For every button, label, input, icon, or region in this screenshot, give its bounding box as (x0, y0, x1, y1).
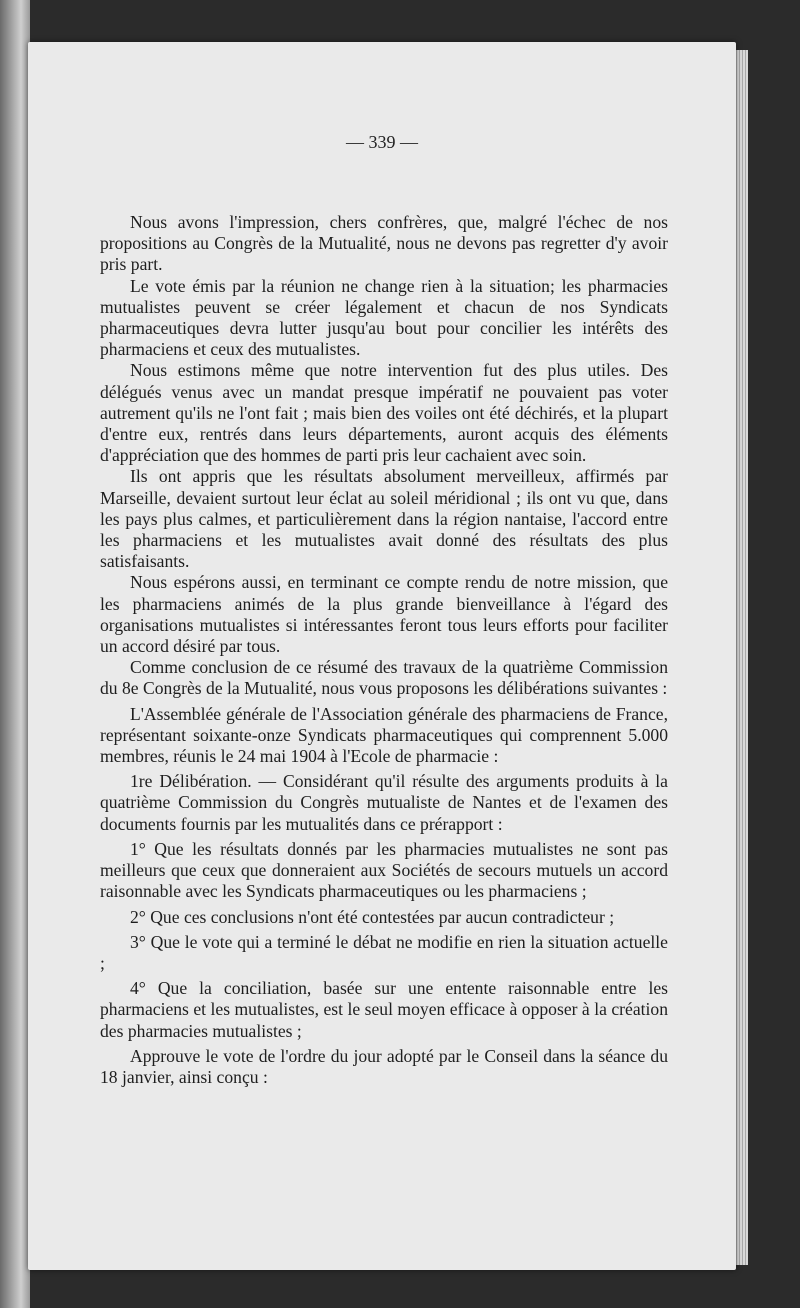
page-number: — 339 — (346, 132, 418, 152)
paragraph: 3° Que le vote qui a terminé le débat ne modifie en rien la situation actuelle ; (100, 931, 668, 973)
paragraph: Approuve le vote de l'ordre du jour adopté par le Conseil dans la séance du 18 janvier, ainsi conçu : (100, 1045, 668, 1087)
book-page (28, 42, 736, 1270)
paragraph: Comme conclusion de ce résumé des travaux de la quatrième Commission du 8e Congrès de la Mutualité, nous vous proposons les délibérations suivantes : (100, 657, 668, 699)
paragraph: Nous espérons aussi, en terminant ce compte rendu de notre mission, que les pharmaciens animés de la plus grande bienveillance à l'égard des organisations mutualistes si intéressantes feront tous leurs efforts pour faciliter un accord désiré par tous. (100, 572, 668, 657)
paragraph: Nous avons l'impression, chers confrères, que, malgré l'échec de nos propositions au Congrès de la Mutualité, nous ne devons pas regretter d'y avoir pris part. (100, 212, 668, 275)
paragraph: Le vote émis par la réunion ne change rien à la situation; les pharmacies mutualistes peuvent se créer légalement et chacun de nos Syndicats pharmaceutiques devra lutter jusqu'au bout pour concilier les intérêts des pharmaciens et ceux des mutualistes. (100, 275, 668, 360)
paragraph: Ils ont appris que les résultats absolument merveilleux, affirmés par Marseille, devaient surtout leur éclat au soleil méridional ; ils ont vu que, dans les pays plus calmes, et particulièrement dans la région nantaise, l'accord entre les pharmaciens et les mutualistes avait donné des résultats des plus satisfaisants. (100, 466, 668, 572)
paragraph: 1re Délibération. — Considérant qu'il résulte des arguments produits à la quatrième Commission du Congrès mutualiste de Nantes et de l'examen des documents fournis par les mutualités dans ce prérapport : (100, 771, 668, 834)
body-text (100, 212, 668, 1088)
paragraph: 1° Que les résultats donnés par les pharmacies mutualistes ne sont pas meilleurs que ceux que donneraient aux Sociétés de secours mutuels un accord raisonnable avec les Syndicats pharmaceutiques ou les pharmaciens ; (100, 838, 668, 902)
adjacent-page-edge (0, 0, 30, 1308)
paragraph: L'Assemblée générale de l'Association générale des pharmaciens de France, représentant soixante-onze Syndicats pharmaceutiques qui comprennent 5.000 membres, réunis le 24 mai 1904 à l'Ecole de pharmacie : (100, 703, 668, 767)
paragraph: Nous estimons même que notre intervention fut des plus utiles. Des délégués venus avec un mandat presque impératif ne pouvaient pas voter autrement qu'ils ne l'ont fait ; mais bien des voiles ont été déchirés, et la plupart d'entre eux, rentrés dans leurs départements, auront acquis des éléments d'appréciation que des hommes de parti pris leur cachaient avec soin. (100, 360, 668, 466)
paragraph: 2° Que ces conclusions n'ont été contestées par aucun contradicteur ; (130, 906, 615, 927)
paragraph: 4° Que la conciliation, basée sur une entente raisonnable entre les pharmaciens et les mutualistes, est le seul moyen efficace à opposer à la création des pharmacies mutualistes ; (100, 978, 668, 1041)
